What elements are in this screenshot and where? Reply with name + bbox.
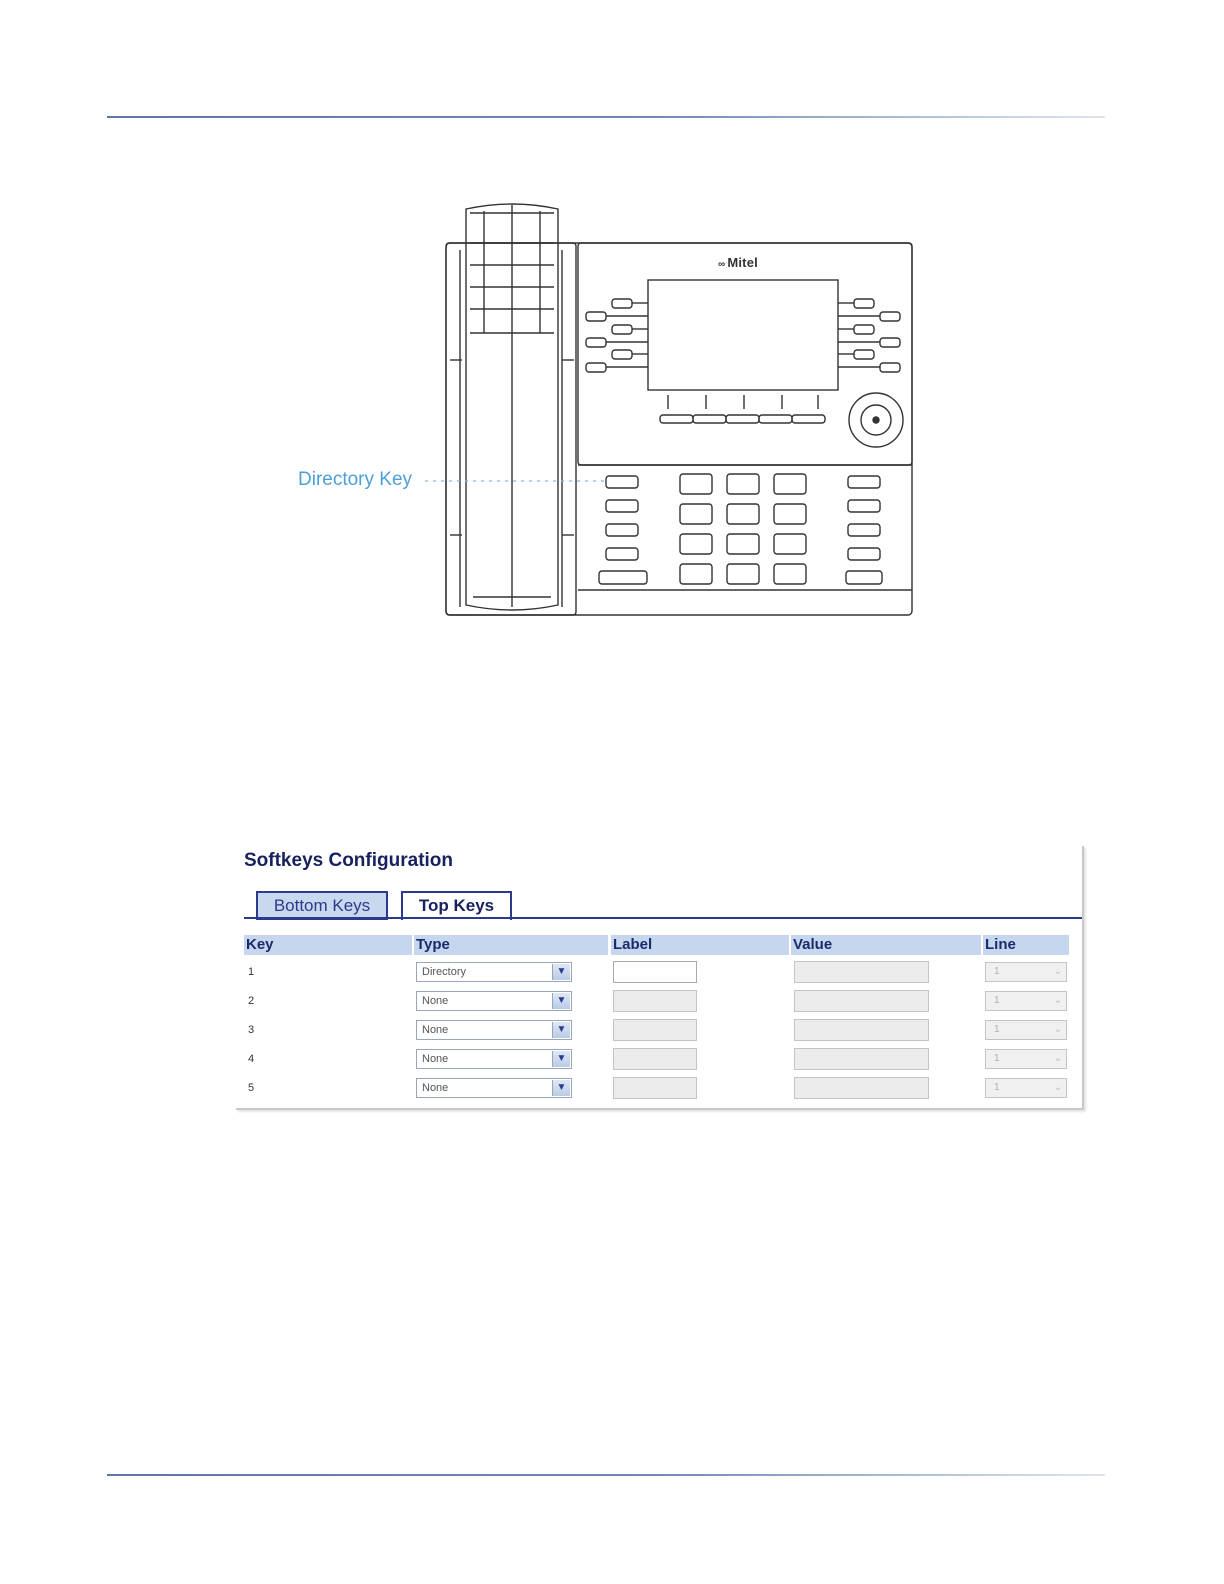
label-input xyxy=(613,1077,697,1099)
label-input xyxy=(613,990,697,1012)
softkeys-config-panel xyxy=(236,846,1084,1110)
chevron-down-icon: ▼ xyxy=(552,964,570,980)
panel-title: Softkeys Configuration xyxy=(244,850,454,871)
line-select: 1 ⌄ xyxy=(985,1049,1067,1069)
phone-screen xyxy=(648,280,838,390)
col-header-line: Line xyxy=(983,935,1069,955)
chevron-down-icon: ⌄ xyxy=(1053,966,1062,977)
row-key: 4 xyxy=(248,1053,255,1065)
line-select: 1 ⌄ xyxy=(985,962,1067,982)
phone-base xyxy=(446,243,912,615)
row-key: 1 xyxy=(248,966,255,978)
tabs-underline xyxy=(244,917,1082,919)
chevron-down-icon: ⌄ xyxy=(1053,1024,1062,1035)
chevron-down-icon: ▼ xyxy=(552,1051,570,1067)
line-select: 1 ⌄ xyxy=(985,1078,1067,1098)
directory-key-callout: Directory Key xyxy=(298,469,413,490)
tab-top-keys[interactable]: Top Keys xyxy=(401,891,512,920)
phone-drawing xyxy=(290,195,930,625)
row-key: 3 xyxy=(248,1024,255,1036)
type-select[interactable]: None ▼ xyxy=(416,1078,572,1098)
col-header-label: Label xyxy=(611,935,789,955)
col-header-type: Type xyxy=(414,935,608,955)
chevron-down-icon: ▼ xyxy=(552,1022,570,1038)
chevron-down-icon: ▼ xyxy=(552,1080,570,1096)
value-input xyxy=(794,1048,929,1070)
value-input xyxy=(794,990,929,1012)
type-select[interactable]: None ▼ xyxy=(416,1020,572,1040)
directory-key xyxy=(606,476,638,488)
col-header-key: Key xyxy=(244,935,412,955)
brand-logo: ∞ Mitel xyxy=(718,255,758,270)
type-select[interactable]: None ▼ xyxy=(416,1049,572,1069)
chevron-down-icon: ⌄ xyxy=(1053,1053,1062,1064)
line-select: 1 ⌄ xyxy=(985,1020,1067,1040)
chevron-down-icon: ⌄ xyxy=(1053,995,1062,1006)
type-select[interactable]: None ▼ xyxy=(416,991,572,1011)
row-key: 2 xyxy=(248,995,255,1007)
tab-bottom-keys[interactable]: Bottom Keys xyxy=(256,891,388,920)
value-input xyxy=(794,961,929,983)
row-key: 5 xyxy=(248,1082,255,1094)
value-input xyxy=(794,1019,929,1041)
chevron-down-icon: ⌄ xyxy=(1053,1082,1062,1093)
line-select: 1 ⌄ xyxy=(985,991,1067,1011)
label-input xyxy=(613,1019,697,1041)
label-input xyxy=(613,1048,697,1070)
footer-rule xyxy=(107,1474,1105,1476)
col-header-value: Value xyxy=(791,935,981,955)
value-input xyxy=(794,1077,929,1099)
phone-illustration xyxy=(290,195,930,625)
chevron-down-icon: ▼ xyxy=(552,993,570,1009)
label-input[interactable] xyxy=(613,961,697,983)
type-select[interactable]: Directory ▼ xyxy=(416,962,572,982)
header-rule xyxy=(107,116,1105,118)
